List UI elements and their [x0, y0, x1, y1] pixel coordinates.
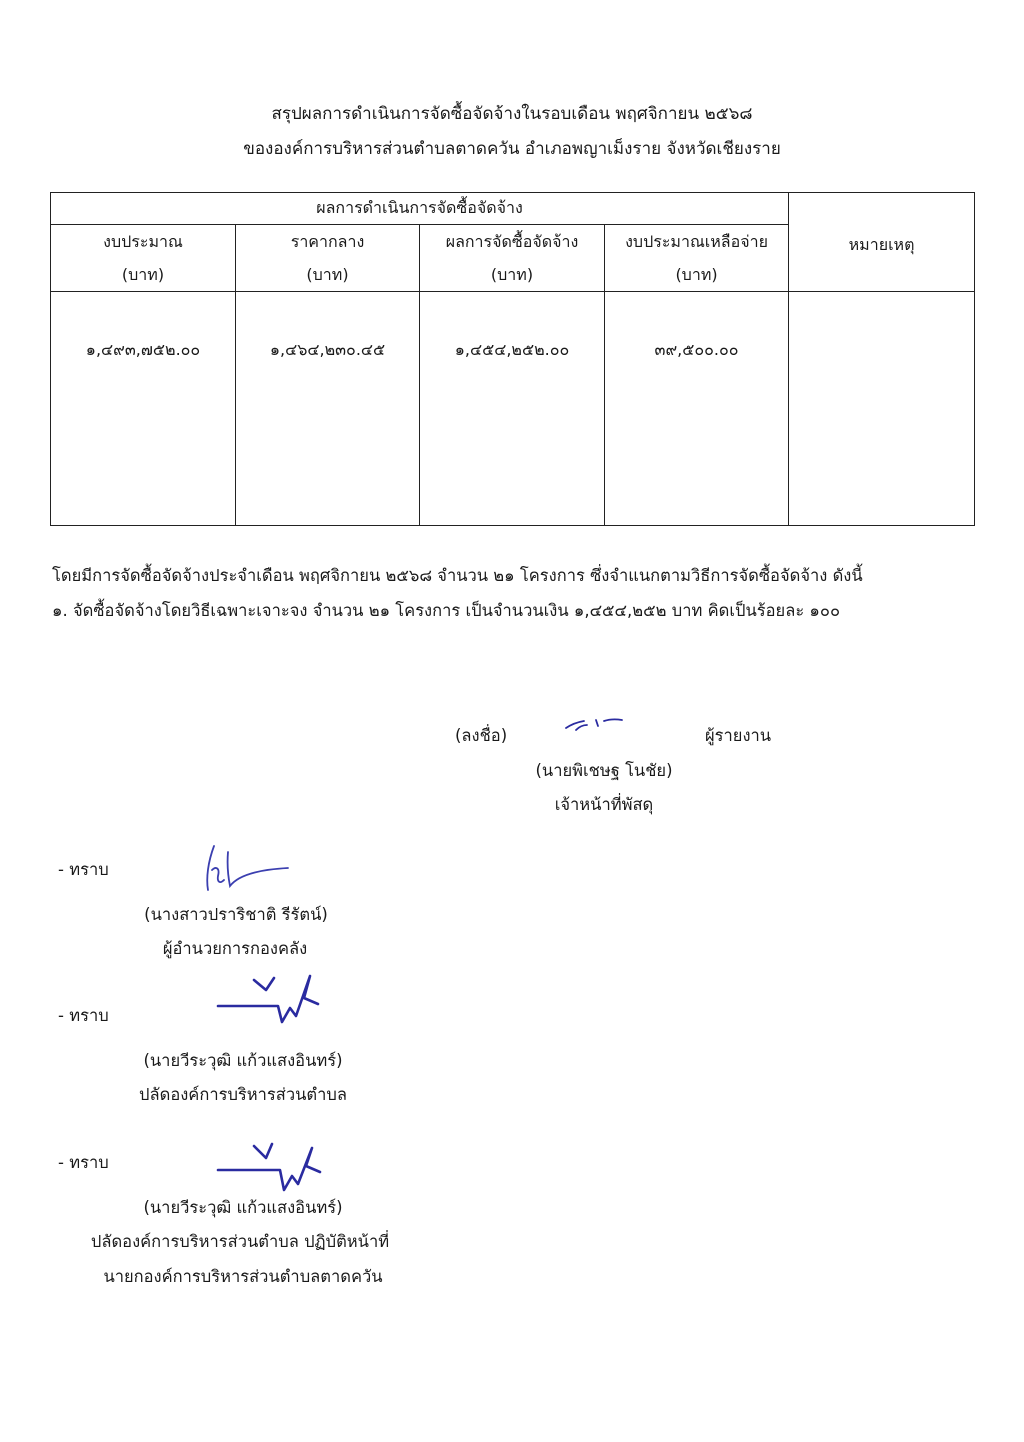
acknowledge-label: - ทราบ	[58, 1153, 109, 1172]
chief-administrator-signature	[214, 968, 324, 1028]
approver-position-line2: นายกองค์การบริหารส่วนตำบลตาดควัน	[103, 1267, 383, 1286]
approver-position: ปลัดองค์การบริหารส่วนตำบล	[139, 1085, 347, 1104]
cell-budget: ๑,๔๙๓,๗๕๒.๐๐	[51, 292, 236, 526]
sign-label: (ลงชื่อ)	[455, 726, 508, 745]
column-header-budget: งบประมาณ (บาท)	[51, 225, 236, 292]
finance-director-signature	[198, 840, 293, 896]
reporter-name: (นายพิเชษฐ โนชัย)	[535, 761, 673, 780]
cell-median-price: ๑,๔๖๔,๒๓๐.๔๕	[236, 292, 420, 526]
column-header-remaining-budget: งบประมาณเหลือจ่าย (บาท)	[605, 225, 789, 292]
acting-mayor-signature	[214, 1140, 324, 1198]
approver-name: (นางสาวปราริชาติ รีรัตน์)	[144, 905, 328, 924]
reporter-role-label: ผู้รายงาน	[705, 726, 772, 745]
approver-name: (นายวีระวุฒิ แก้วแสงอินทร์)	[143, 1198, 343, 1217]
column-header-procurement-result: ผลการจัดซื้อจัดจ้าง (บาท)	[420, 225, 605, 292]
acknowledge-label: - ทราบ	[58, 860, 109, 879]
approver-position: ผู้อำนวยการกองคลัง	[162, 939, 308, 958]
cell-remark	[789, 292, 975, 526]
approver-name: (นายวีระวุฒิ แก้วแสงอินทร์)	[143, 1051, 343, 1070]
cell-remaining-budget: ๓๙,๕๐๐.๐๐	[605, 292, 789, 526]
summary-paragraph: โดยมีการจัดซื้อจัดจ้างประจำเดือน พฤศจิกายน ๒๕๖๘ จำนวน ๒๑ โครงการ ซึ่งจำแนกตามวิธีการจัดซื้อจัดจ้าง ดังนี้	[52, 566, 863, 585]
summary-method-line: ๑. จัดซื้อจัดจ้างโดยวิธีเฉพาะเจาะจง จำนวน ๒๑ โครงการ เป็นจำนวนเงิน ๑,๔๕๔,๒๕๒ บาท คิดเป็นร้อยละ ๑๐๐	[52, 601, 841, 620]
approver-position: ปลัดองค์การบริหารส่วนตำบล ปฏิบัติหน้าที่	[90, 1232, 390, 1251]
group-header: ผลการดำเนินการจัดซื้อจัดจ้าง	[51, 193, 789, 225]
procurement-summary-table	[50, 192, 975, 526]
remark-header: หมายเหตุ	[789, 193, 975, 292]
reporter-signature	[560, 712, 630, 736]
reporter-position: เจ้าหน้าที่พัสดุ	[554, 795, 654, 814]
cell-procurement-result: ๑,๔๕๔,๒๕๒.๐๐	[420, 292, 605, 526]
document-title: สรุปผลการดำเนินการจัดซื้อจัดจ้างในรอบเดือน พฤศจิกายน ๒๕๖๘	[271, 104, 753, 124]
column-header-median-price: ราคากลาง (บาท)	[236, 225, 420, 292]
document-subtitle: ขององค์การบริหารส่วนตำบลตาดควัน อำเภอพญาเม็งราย จังหวัดเชียงราย	[243, 139, 781, 159]
acknowledge-label: - ทราบ	[58, 1006, 109, 1025]
